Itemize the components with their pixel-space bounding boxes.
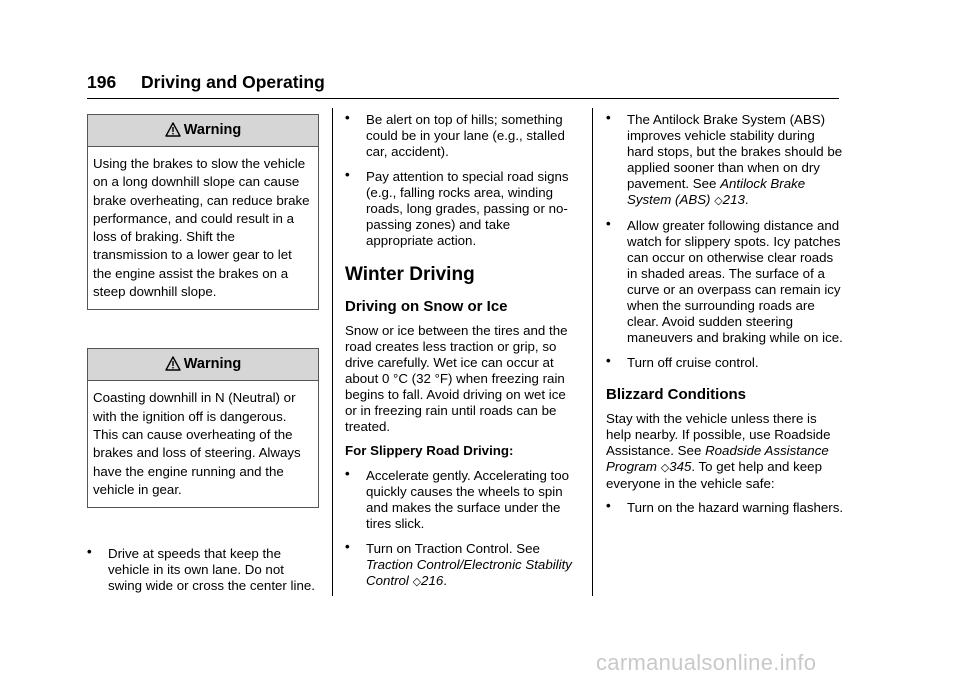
cross-reference-link[interactable]: Antilock Brake System (ABS) <box>627 176 806 207</box>
bullet-icon: • <box>345 466 350 481</box>
warning-text: Using the brakes to slow the vehicle on a long downhill slope can cause brake overheating, can reduce brake performance, and could result in a loss of braking. Shift the transmission to a lower gear to let the engine assist the brakes on a steep downhill slope. <box>93 156 310 300</box>
list-item-text: Turn on the hazard warning flashers. <box>627 500 844 515</box>
cross-reference-link[interactable]: Traction Control/Electronic Stability Control <box>366 557 572 588</box>
list-item-text: Turn off cruise control. <box>627 355 759 370</box>
list-item <box>606 218 844 346</box>
bullet-icon: • <box>606 498 611 513</box>
cross-reference-link[interactable]: Roadside Assistance Program <box>606 443 829 474</box>
warning-triangle-icon <box>165 356 181 371</box>
page-number: 196 <box>87 72 117 92</box>
column-3 <box>606 112 844 525</box>
bullet-icon: • <box>87 544 92 560</box>
section-heading: Winter Driving <box>345 264 475 285</box>
list-item <box>606 112 844 209</box>
list-item <box>345 169 580 249</box>
list-item-text: Be alert on top of hills; something could be in your lane (e.g., stalled car, accident). <box>366 112 565 159</box>
list-item-text: Accelerate gently. Accelerating too quickly causes the wheels to spin and makes the surface under the tires slick. <box>366 468 570 531</box>
bullet-icon: • <box>606 353 611 368</box>
bullet-icon: • <box>345 539 350 554</box>
list-item-text: Drive at speeds that keep the vehicle in its own lane. Do not swing wide or cross the center line. <box>108 546 315 594</box>
list-item <box>87 546 319 594</box>
warning-header <box>88 349 318 381</box>
page-reference[interactable]: 213 <box>722 192 745 207</box>
list-heading: For Slippery Road Driving: <box>345 443 514 458</box>
section-title: Driving and Operating <box>141 72 325 92</box>
warning-box <box>87 114 319 310</box>
punctuation: . <box>744 192 749 207</box>
list-item <box>606 355 844 371</box>
bullet-icon: • <box>606 110 611 125</box>
list-item <box>345 541 580 590</box>
warning-text: Coasting downhill in N (Neutral) or with the ignition off is dangerous. This can cause overheating of the brakes and loss of steering. Always have the engine running and the vehicle in gear. <box>93 390 301 497</box>
list-item-text: Pay attention to special road signs (e.g., falling rocks area, winding roads, long grades, passing or no-passing zones) and take appropriate action. <box>366 169 569 248</box>
list-item <box>606 500 844 516</box>
list-item <box>345 468 580 532</box>
list-item-text: Allow greater following distance and watch for slippery spots. Icy patches can occur on otherwise clear roads in shaded areas. The surface of a curve or an overpass can remain icy when the surrounding roads are clear. Avoid sudden steering maneuvers and braking while on ice. <box>627 218 843 345</box>
bullet-icon: • <box>606 216 611 231</box>
page-ref-icon: ◇ <box>412 576 422 588</box>
list-item-text: Turn on Traction Control. See <box>366 541 540 556</box>
bullet-icon: • <box>345 167 350 182</box>
subsection-heading: Driving on Snow or Ice <box>345 298 508 315</box>
page-header <box>87 72 839 99</box>
paragraph <box>606 411 844 492</box>
warning-triangle-icon <box>165 122 181 137</box>
warning-header <box>88 115 318 147</box>
punctuation: . <box>443 573 447 588</box>
list-item-text: The Antilock Brake System (ABS) improves vehicle stability during hard stops, but the brakes should be applied sooner than when on dry pavement. See <box>627 112 843 191</box>
column-divider <box>332 108 333 596</box>
paragraph-text: Stay with the vehicle unless there is help nearby. If possible, use Roadside Assistance. See <box>606 411 831 458</box>
page-reference[interactable]: 216 <box>421 573 444 588</box>
list-item <box>345 112 580 160</box>
watermark: carmanualsonline.info <box>596 650 817 675</box>
page-ref-icon: ◇ <box>660 462 670 474</box>
column-divider <box>592 108 593 596</box>
paragraph-text: . To get help and keep everyone in the vehicle safe: <box>606 459 822 491</box>
page-ref-icon: ◇ <box>714 195 723 207</box>
column-2 <box>345 112 580 599</box>
subsection-heading: Blizzard Conditions <box>606 386 746 403</box>
warning-title: Warning <box>183 122 242 138</box>
page-reference[interactable]: 345 <box>669 459 692 474</box>
column-1 <box>87 114 319 603</box>
bullet-icon: • <box>345 110 350 125</box>
warning-box <box>87 348 319 508</box>
warning-title: Warning <box>183 356 242 373</box>
paragraph: Snow or ice between the tires and the road creates less traction or grip, so drive carefully. Wet ice can occur at about 0 °C (32 °F) when freezing rain begins to fall. Avoid driving on wet ice or in freezing rain until roads can be treated. <box>345 323 568 434</box>
